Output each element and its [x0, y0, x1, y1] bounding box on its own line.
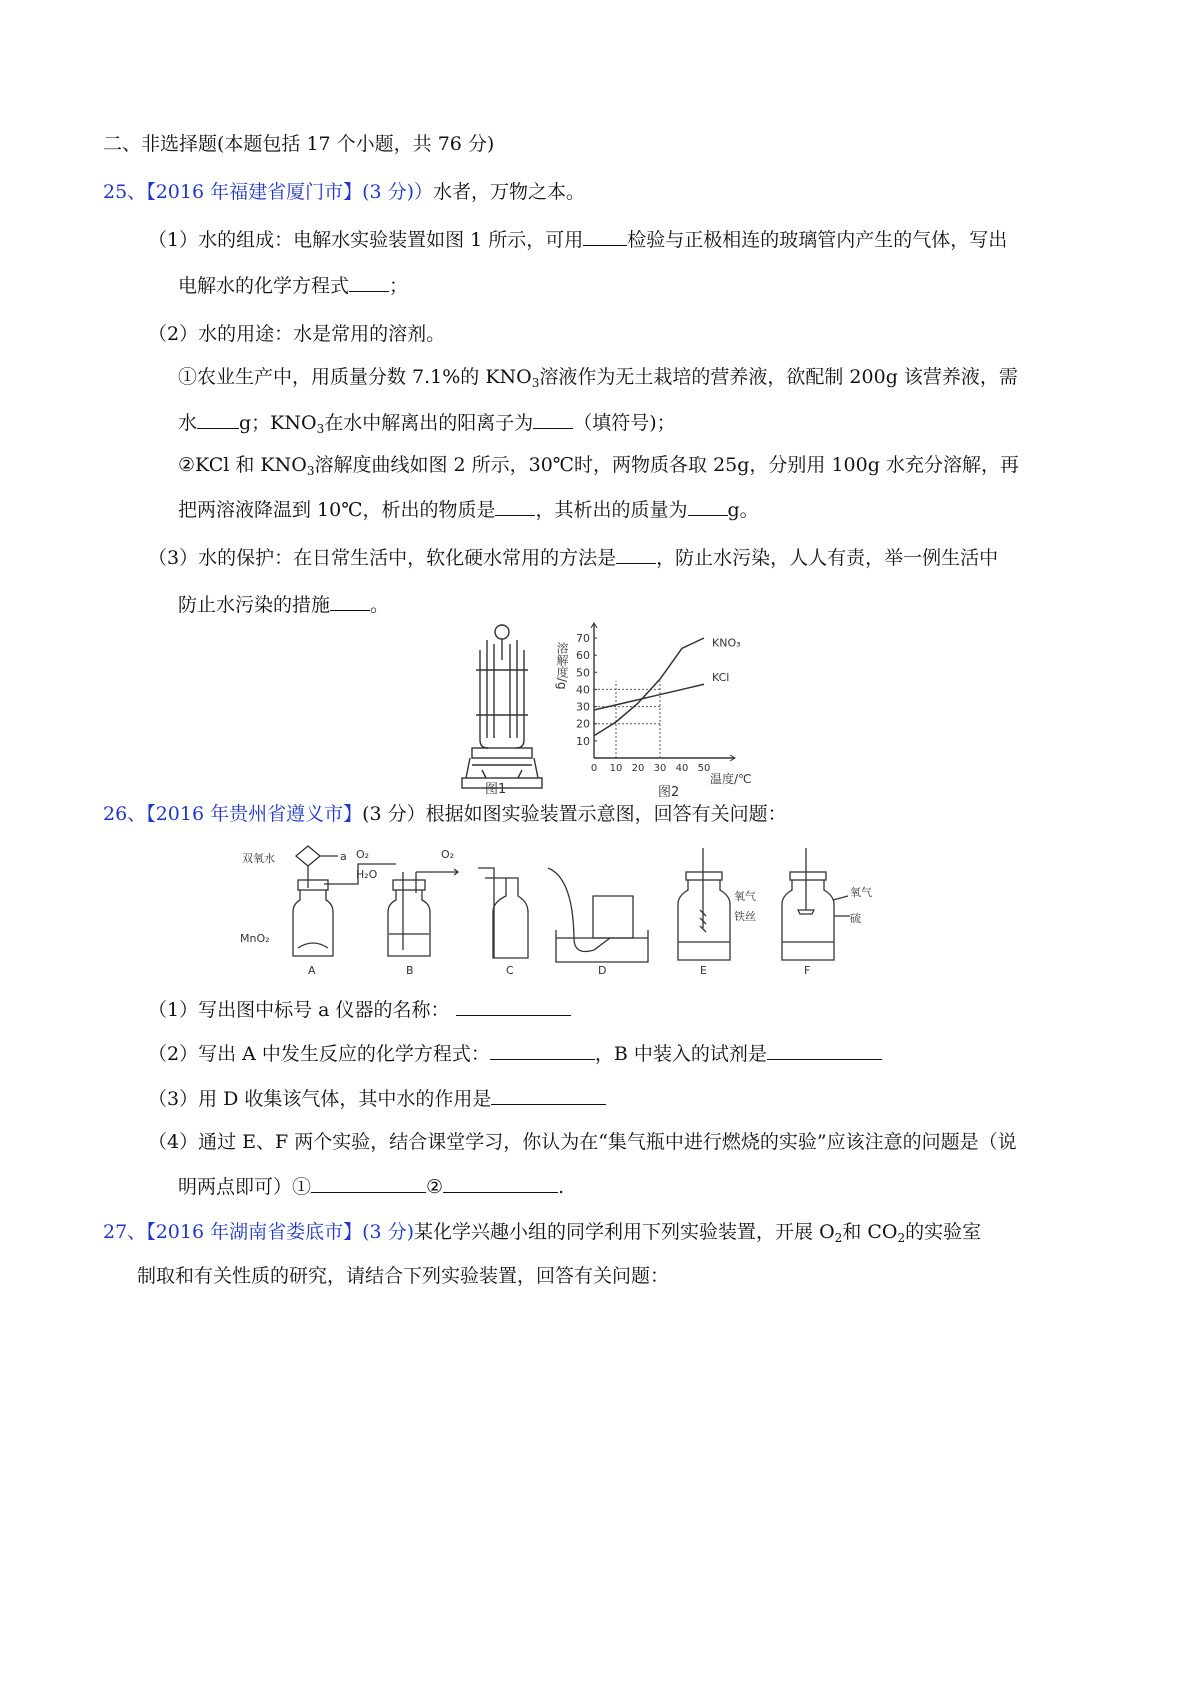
answer-blank[interactable]	[583, 226, 627, 246]
chart-ticks	[576, 632, 710, 774]
q25-part2-item1-line1	[178, 363, 1018, 391]
question-number: 26、	[103, 803, 147, 825]
y-tick-label: 30	[576, 700, 590, 714]
question-number: 27、	[103, 1221, 147, 1243]
y-tick-label: 20	[576, 717, 590, 731]
text: 。	[370, 594, 390, 616]
text: （3）用 D 收集该气体，其中水的作用是	[148, 1088, 492, 1110]
q26-part4-line2	[178, 1173, 564, 1201]
figure-1-electrolysis-apparatus	[452, 620, 552, 795]
answer-blank[interactable]	[456, 996, 571, 1016]
label-oxygen-e: 氧气	[734, 890, 756, 903]
text: 把两溶液降温到 10℃，析出的物质是	[178, 499, 496, 521]
answer-blank[interactable]	[491, 1085, 606, 1105]
answer-blank[interactable]	[311, 1173, 426, 1193]
apparatus-drawing	[293, 846, 850, 962]
figure-apparatus-a-to-f	[238, 838, 878, 978]
label-C: C	[506, 964, 514, 977]
text: .	[558, 1176, 565, 1198]
answer-blank[interactable]	[197, 409, 239, 429]
q26-part4-line1: （4）通过 E、F 两个实验，结合课堂学习，你认为在“集气瓶中进行燃烧的实验”应该注意的问题是（说	[148, 1131, 1017, 1153]
subscript: 2	[897, 1231, 906, 1245]
answer-blank[interactable]	[443, 1173, 558, 1193]
q26-part3	[148, 1085, 606, 1113]
x-tick-label: 40	[675, 763, 689, 774]
text: ②	[426, 1176, 444, 1198]
text: 水	[178, 412, 198, 434]
q25-part2-item1-line2	[178, 409, 676, 437]
series-line-kcl	[594, 684, 704, 710]
figure-1-caption: 图1	[485, 782, 507, 797]
label-a: a	[340, 850, 347, 863]
text: ，其析出的质量为	[535, 499, 688, 521]
question-number: 25、	[103, 181, 147, 203]
chart-guide-lines	[594, 681, 660, 758]
text: 防止水污染的措施	[178, 594, 331, 616]
text: 的实验室	[905, 1221, 982, 1243]
chart-ylabel: 溶解度/g	[555, 642, 569, 690]
label-F: F	[804, 964, 811, 977]
q26-part1	[148, 996, 571, 1024]
label-mno2: MnO₂	[240, 932, 270, 945]
text: 在水中解离出的阳离子为	[324, 412, 534, 434]
label-o2-in: O₂	[356, 848, 370, 861]
q25-part3-line1	[148, 544, 998, 572]
q25-part2-item2-line2	[178, 496, 759, 524]
answer-blank[interactable]	[533, 409, 573, 429]
chart-xlabel: 温度/℃	[710, 772, 752, 786]
figure-2-caption: 图2	[658, 785, 680, 800]
label-iron-wire: 铁丝	[734, 910, 756, 923]
label-h2o2: 双氧水	[242, 852, 275, 865]
label-sulfur: 硫	[850, 912, 861, 925]
x-tick-label: 20	[631, 763, 645, 774]
figure-2-solubility-chart	[555, 620, 790, 800]
label-E: E	[700, 964, 707, 977]
question-source: 【2016 年贵州省遵义市】	[146, 803, 363, 825]
question-27-line2: 制取和有关性质的研究，请结合下列实验装置，回答有关问题：	[137, 1265, 670, 1287]
text: ，B 中装入的试剂是	[594, 1043, 767, 1065]
y-tick-label: 70	[576, 632, 590, 645]
q26-part2	[148, 1040, 882, 1068]
q25-part1-line2	[178, 272, 408, 300]
q25-part2-item2-line1	[178, 451, 1019, 479]
series-line-kno3	[594, 638, 704, 736]
label-oxygen-f: 氧气	[850, 886, 872, 899]
y-tick-label: 50	[576, 666, 590, 680]
text: （1）写出图中标号 a 仪器的名称：	[148, 999, 450, 1021]
text: （3）水的保护：在日常生活中，软化硬水常用的方法是	[148, 547, 617, 569]
text: ①农业生产中，用质量分数 7.1%的 KNO	[178, 366, 532, 388]
series-label: KCl	[712, 670, 730, 684]
x-tick-label: 10	[609, 763, 623, 774]
label-D: D	[598, 964, 607, 977]
label-o2-out: O₂	[441, 848, 455, 861]
answer-blank[interactable]	[330, 591, 370, 611]
text: 溶解度曲线如图 2 所示，30℃时，两物质各取 25g，分别用 100g 水充分溶解，再	[314, 454, 1019, 476]
subscript: 3	[531, 376, 540, 390]
text: （1）水的组成：电解水实验装置如图 1 所示，可用	[148, 229, 584, 251]
text: （填符号)；	[573, 412, 676, 434]
text: 某化学兴趣小组的同学利用下列实验装置，开展 O	[414, 1221, 835, 1243]
x-tick-label: 0	[590, 763, 598, 774]
label-h2o-in: H₂O	[356, 868, 378, 881]
text: 明两点即可）①	[178, 1176, 312, 1198]
text: g；KNO	[239, 412, 317, 434]
text: （2）写出 A 中发生反应的化学方程式：	[148, 1043, 490, 1065]
text: 和 CO	[842, 1221, 898, 1243]
answer-blank[interactable]	[688, 496, 728, 516]
y-tick-label: 60	[576, 649, 590, 663]
question-25-header	[103, 178, 585, 206]
answer-blank[interactable]	[767, 1040, 882, 1060]
q25-part2: （2）水的用途：水是常用的溶剂。	[148, 323, 446, 345]
text: ，防止水污染，人人有责，举一例生活中	[656, 547, 999, 569]
question-26-header	[103, 800, 787, 828]
text: 电解水的化学方程式	[178, 275, 350, 297]
text: ②KCl 和 KNO	[178, 454, 307, 476]
q25-part1-line1	[148, 226, 1007, 254]
subscript: 3	[316, 422, 325, 436]
q25-part3-line2	[178, 591, 389, 619]
x-tick-label: 30	[653, 763, 667, 774]
text: g。	[727, 499, 759, 521]
answer-blank[interactable]	[616, 544, 656, 564]
y-tick-label: 40	[576, 683, 590, 697]
answer-blank[interactable]	[349, 272, 389, 292]
question-points: (3 分）	[362, 803, 426, 825]
answer-blank[interactable]	[495, 496, 535, 516]
text: 溶液作为无土栽培的营养液，欲配制 200g 该营养液，需	[539, 366, 1018, 388]
question-27-header	[103, 1218, 981, 1246]
y-tick-label: 10	[576, 734, 590, 748]
text: 检验与正极相连的玻璃管内产生的气体，写出	[627, 229, 1008, 251]
x-tick-label: 50	[697, 763, 711, 774]
question-source: 【2016 年湖南省娄底市】(3 分)	[146, 1221, 415, 1243]
subscript: 3	[306, 464, 315, 478]
answer-blank[interactable]	[490, 1040, 595, 1060]
label-B: B	[406, 964, 414, 977]
question-intro: 水者，万物之本。	[433, 181, 586, 203]
section-heading: 二、非选择题(本题包括 17 个小题，共 76 分)	[103, 133, 495, 155]
subscript: 2	[834, 1231, 843, 1245]
series-label: KNO₃	[712, 636, 741, 650]
electrolysis-apparatus-drawing	[462, 625, 542, 788]
text: ；	[389, 275, 409, 297]
label-A: A	[308, 964, 316, 977]
question-source: 【2016 年福建省厦门市】(3 分)）	[146, 181, 434, 203]
question-intro: 根据如图实验装置示意图，回答有关问题：	[425, 803, 787, 825]
